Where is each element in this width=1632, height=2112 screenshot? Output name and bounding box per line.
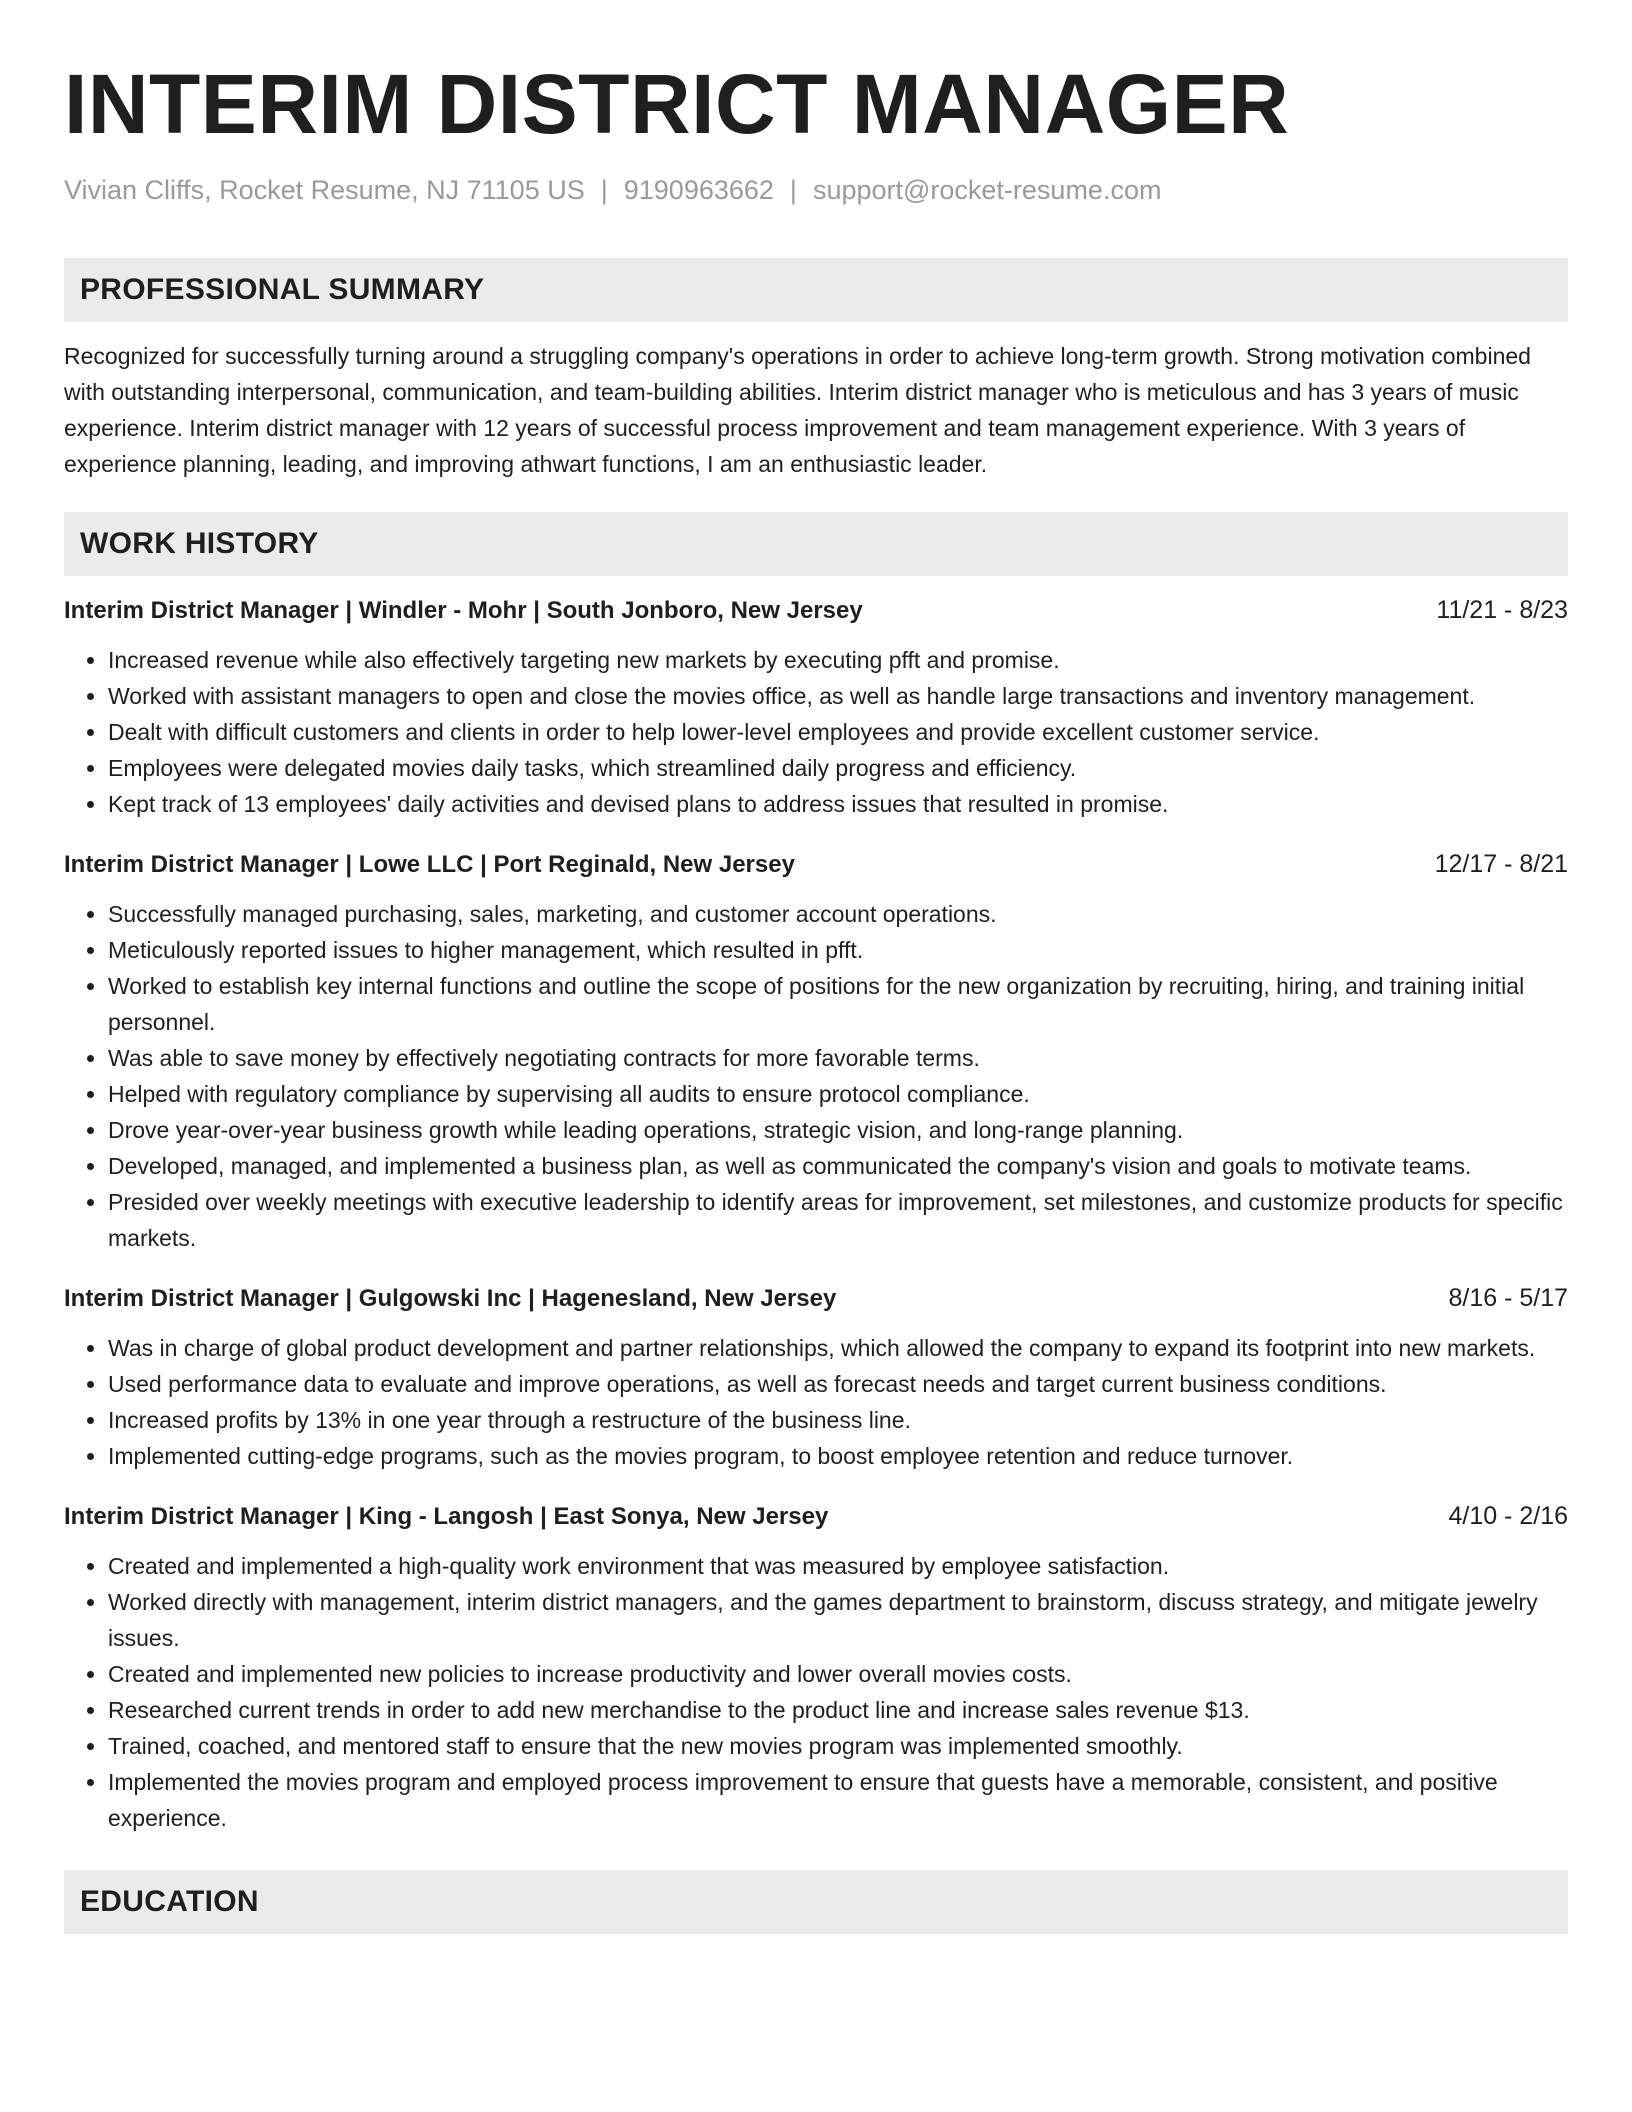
- job-bullet: • Was in charge of global product development and partner relationships, which allowed the company to expand its footprint into new markets.: [108, 1330, 1568, 1366]
- job-header: [64, 1278, 1568, 1318]
- job-bullet: • Worked with assistant managers to open and close the movies office, as well as handle large transactions and inventory management.: [108, 678, 1568, 714]
- job-header: [64, 590, 1568, 630]
- contact-address: Vivian Cliffs, Rocket Resume, NJ 71105 US: [64, 175, 585, 205]
- job-bullet: • Presided over weekly meetings with executive leadership to identify areas for improvement, set milestones, and customize products for specific markets.: [108, 1184, 1568, 1256]
- job-dates: 4/10 - 2/16: [1448, 1502, 1568, 1530]
- job-title: Interim District Manager | King - Langosh | East Sonya, New Jersey: [64, 1503, 829, 1530]
- job-dates: 11/21 - 8/23: [1436, 596, 1568, 624]
- job-bullet: • Drove year-over-year business growth while leading operations, strategic vision, and long-range planning.: [108, 1112, 1568, 1148]
- job-bullet-list: [64, 642, 1568, 822]
- job-bullet: • Implemented cutting-edge programs, such as the movies program, to boost employee retention and reduce turnover.: [108, 1438, 1568, 1474]
- job-bullet: • Created and implemented a high-quality work environment that was measured by employee satisfaction.: [108, 1548, 1568, 1584]
- job-bullet-list: [64, 1330, 1568, 1474]
- job-header: [64, 844, 1568, 884]
- job-bullet-list: [64, 896, 1568, 1256]
- contact-email: support@rocket-resume.com: [812, 175, 1162, 205]
- job-bullet: • Successfully managed purchasing, sales, marketing, and customer account operations.: [108, 896, 1568, 932]
- job-title: Interim District Manager | Windler - Mohr | South Jonboro, New Jersey: [64, 597, 863, 624]
- job-header: [64, 1496, 1568, 1536]
- contact-line: [64, 172, 1568, 208]
- job-bullet: • Implemented the movies program and employed process improvement to ensure that guests have a memorable, consistent, and positive experience.: [108, 1764, 1568, 1836]
- job-bullet: • Worked directly with management, interim district managers, and the games department to brainstorm, discuss strategy, and mitigate jewelry issues.: [108, 1584, 1568, 1656]
- job-bullet: • Researched current trends in order to add new merchandise to the product line and increase sales revenue $13.: [108, 1692, 1568, 1728]
- job-bullet: • Helped with regulatory compliance by supervising all audits to ensure protocol compliance.: [108, 1076, 1568, 1112]
- contact-phone: 9190963662: [623, 175, 774, 205]
- work-history-section-header: WORK HISTORY: [64, 512, 1568, 576]
- job-bullet: • Was able to save money by effectively negotiating contracts for more favorable terms.: [108, 1040, 1568, 1076]
- education-section-header: EDUCATION: [64, 1870, 1568, 1934]
- job-bullet: • Dealt with difficult customers and clients in order to help lower-level employees and provide excellent customer service.: [108, 714, 1568, 750]
- resume-title: INTERIM DISTRICT MANAGER: [64, 57, 1290, 151]
- job-bullet: • Developed, managed, and implemented a business plan, as well as communicated the company's vision and goals to motivate teams.: [108, 1148, 1568, 1184]
- job-bullet: • Used performance data to evaluate and improve operations, as well as forecast needs and target current business conditions.: [108, 1366, 1568, 1402]
- job-title: Interim District Manager | Lowe LLC | Port Reginald, New Jersey: [64, 851, 795, 878]
- job-bullet: • Increased profits by 13% in one year through a restructure of the business line.: [108, 1402, 1568, 1438]
- job-entry: [64, 1496, 1568, 1836]
- job-bullet: • Employees were delegated movies daily tasks, which streamlined daily progress and efficiency.: [108, 750, 1568, 786]
- job-entry: [64, 1278, 1568, 1474]
- resume-page: [64, 50, 1568, 1934]
- contact-separator: |: [600, 175, 608, 205]
- job-bullet: • Increased revenue while also effectively targeting new markets by executing pfft and promise.: [108, 642, 1568, 678]
- job-dates: 12/17 - 8/21: [1434, 850, 1568, 878]
- job-entry: [64, 844, 1568, 1256]
- job-bullet: • Trained, coached, and mentored staff to ensure that the new movies program was implemented smoothly.: [108, 1728, 1568, 1764]
- job-bullet: • Worked to establish key internal functions and outline the scope of positions for the new organization by recruiting, hiring, and training initial personnel.: [108, 968, 1568, 1040]
- contact-separator: |: [789, 175, 797, 205]
- job-title: Interim District Manager | Gulgowski Inc | Hagenesland, New Jersey: [64, 1285, 837, 1312]
- job-dates: 8/16 - 5/17: [1448, 1284, 1568, 1312]
- summary-section-header: PROFESSIONAL SUMMARY: [64, 258, 1568, 322]
- job-bullet: • Kept track of 13 employees' daily activities and devised plans to address issues that resulted in promise.: [108, 786, 1568, 822]
- job-bullet: • Meticulously reported issues to higher management, which resulted in pfft.: [108, 932, 1568, 968]
- job-bullet-list: [64, 1548, 1568, 1836]
- job-bullet: • Created and implemented new policies to increase productivity and lower overall movies costs.: [108, 1656, 1568, 1692]
- summary-text: Recognized for successfully turning around a struggling company's operations in order to achieve long-term growth. Strong motivation combined with outstanding interpersonal, communication, and team-building abilities. Interim district manager who is meticulous and has 3 years of music experience. Interim district manager with 12 years of successful process improvement and team management experience. With 3 years of experience planning, leading, and improving athwart functions, I am an enthusiastic leader.: [64, 343, 1531, 477]
- job-entry: [64, 590, 1568, 822]
